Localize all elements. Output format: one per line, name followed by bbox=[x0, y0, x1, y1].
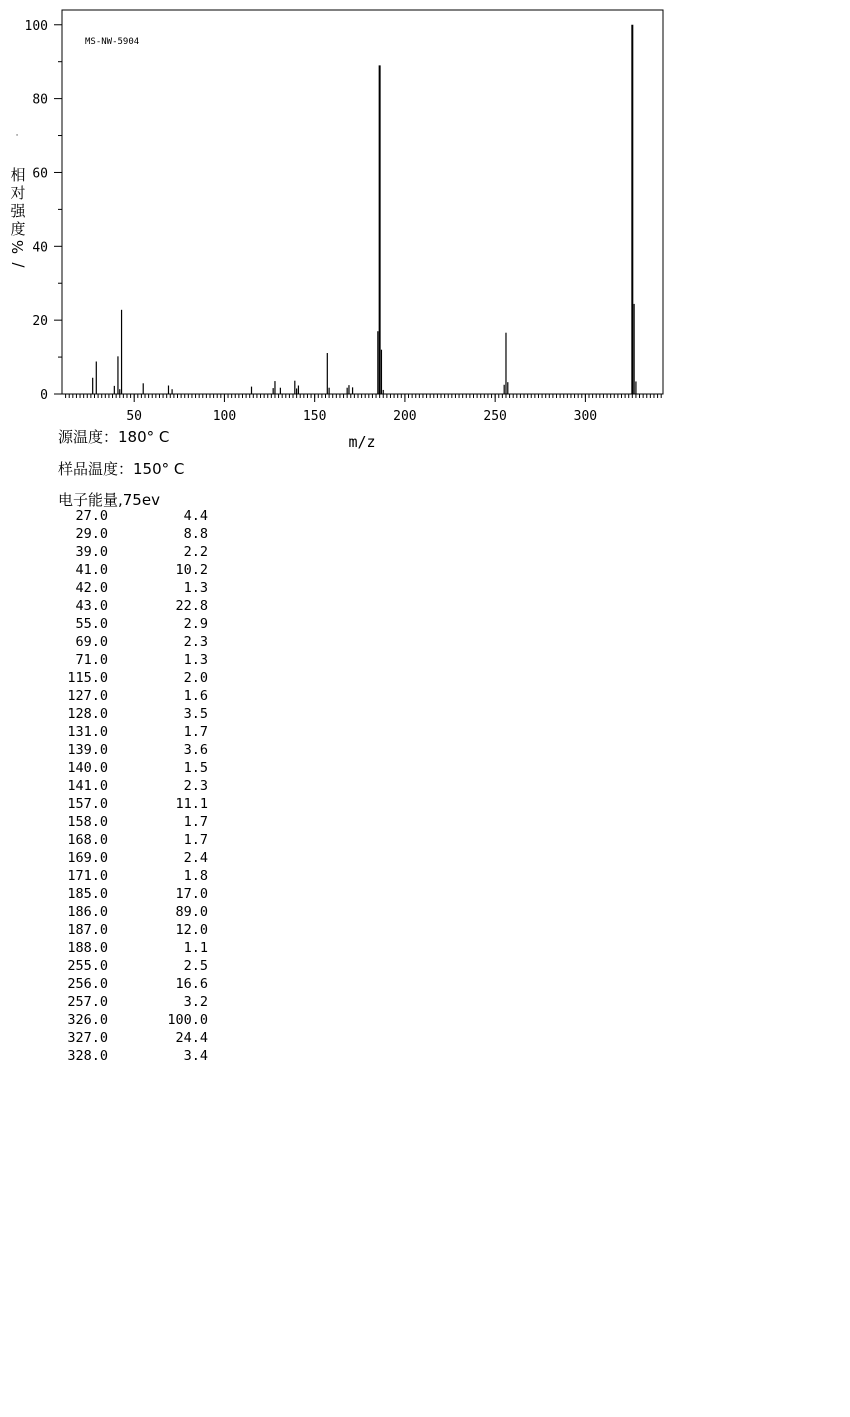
peak-row bbox=[58, 975, 208, 993]
y-label-char: 对 bbox=[10, 184, 26, 202]
peak-row bbox=[58, 633, 208, 651]
peak-row bbox=[58, 579, 208, 597]
peak-mz: 171.0 bbox=[67, 868, 108, 884]
peak-mz: 41.0 bbox=[75, 562, 108, 578]
peak-row bbox=[58, 1047, 208, 1065]
peak-mz: 131.0 bbox=[67, 724, 108, 740]
peak-mz: 141.0 bbox=[67, 778, 108, 794]
peak-row bbox=[58, 543, 208, 561]
y-label-char: % bbox=[9, 239, 27, 255]
peak-mz: 140.0 bbox=[67, 760, 108, 776]
peak-mz: 55.0 bbox=[75, 616, 108, 632]
peak-mz: 71.0 bbox=[75, 652, 108, 668]
peak-intensity: 1.5 bbox=[183, 760, 208, 776]
y-tick-label: 100 bbox=[24, 18, 48, 34]
chart-title: MS-NW-5904 bbox=[85, 37, 140, 47]
peak-mz: 127.0 bbox=[67, 688, 108, 704]
y-label-char: / bbox=[9, 262, 27, 268]
sample-temperature: 样品温度：150° C bbox=[58, 460, 185, 478]
peak-mz: 188.0 bbox=[67, 940, 108, 956]
peak-row bbox=[58, 525, 208, 543]
peak-row bbox=[58, 597, 208, 615]
peak-intensity: 1.7 bbox=[183, 814, 208, 830]
x-tick-label: 250 bbox=[483, 409, 507, 424]
peak-mz: 157.0 bbox=[67, 796, 108, 812]
x-axis-ticks bbox=[126, 394, 597, 424]
peak-row bbox=[58, 921, 208, 939]
mass-spectrum-chart bbox=[0, 0, 850, 460]
peak-intensity: 89.0 bbox=[175, 904, 208, 920]
peak-intensity: 1.7 bbox=[183, 724, 208, 740]
peak-intensity: 8.8 bbox=[183, 526, 208, 542]
x-tick-label: 100 bbox=[212, 409, 237, 424]
peak-mz: 187.0 bbox=[67, 922, 108, 938]
electron-energy: 电子能量,75ev bbox=[58, 491, 160, 509]
peak-row bbox=[58, 867, 208, 885]
peak-row bbox=[58, 957, 208, 975]
peak-intensity: 1.3 bbox=[183, 652, 208, 668]
peak-intensity: 3.4 bbox=[183, 1048, 208, 1064]
x-tick-label: 150 bbox=[302, 409, 327, 424]
peak-intensity: 100.0 bbox=[167, 1012, 208, 1028]
peak-row bbox=[58, 1029, 208, 1047]
peak-mz: 327.0 bbox=[67, 1030, 108, 1046]
peak-row bbox=[58, 687, 208, 705]
peak-row bbox=[58, 777, 208, 795]
peak-mz: 69.0 bbox=[75, 634, 108, 650]
y-axis-label bbox=[9, 166, 27, 268]
peak-mz: 326.0 bbox=[67, 1012, 108, 1028]
peak-row bbox=[58, 849, 208, 867]
peak-row bbox=[58, 705, 208, 723]
peak-intensity: 3.6 bbox=[183, 742, 208, 758]
peak-intensity: 11.1 bbox=[175, 796, 208, 812]
peak-row bbox=[58, 903, 208, 921]
peak-intensity: 22.8 bbox=[175, 598, 208, 614]
peak-row bbox=[58, 993, 208, 1011]
x-tick-label: 50 bbox=[126, 409, 143, 424]
peak-mz: 43.0 bbox=[75, 598, 108, 614]
peak-intensity: 2.9 bbox=[183, 616, 208, 632]
peak-mz: 42.0 bbox=[75, 580, 108, 596]
peak-intensity: 2.0 bbox=[183, 670, 208, 686]
peak-mz: 255.0 bbox=[67, 958, 108, 974]
peak-intensity: 2.3 bbox=[183, 778, 208, 794]
peak-row bbox=[58, 561, 208, 579]
spectrum-peaks bbox=[93, 25, 636, 394]
peak-table bbox=[58, 507, 208, 1065]
peak-intensity: 4.4 bbox=[183, 508, 208, 524]
y-tick-label: 20 bbox=[32, 314, 48, 330]
peak-row bbox=[58, 651, 208, 669]
source-temperature: 源温度：180° C bbox=[58, 428, 170, 446]
peak-mz: 168.0 bbox=[67, 832, 108, 848]
peak-intensity: 24.4 bbox=[175, 1030, 208, 1046]
x-minor-ticks bbox=[66, 394, 662, 398]
peak-row bbox=[58, 741, 208, 759]
peak-mz: 256.0 bbox=[67, 976, 108, 992]
peak-intensity: 2.4 bbox=[183, 850, 208, 866]
peak-mz: 128.0 bbox=[67, 706, 108, 722]
peak-intensity: 1.6 bbox=[183, 688, 208, 704]
peak-intensity: 17.0 bbox=[175, 886, 208, 902]
peak-intensity: 2.2 bbox=[183, 544, 208, 560]
peak-mz: 158.0 bbox=[67, 814, 108, 830]
peak-row bbox=[58, 615, 208, 633]
y-minor-ticks bbox=[58, 62, 62, 357]
y-tick-label: 0 bbox=[40, 388, 48, 403]
peak-mz: 185.0 bbox=[67, 886, 108, 902]
peak-row bbox=[58, 885, 208, 903]
peak-mz: 328.0 bbox=[67, 1048, 108, 1064]
peak-intensity: 2.5 bbox=[183, 958, 208, 974]
peak-row bbox=[58, 1011, 208, 1029]
peak-intensity: 1.1 bbox=[183, 940, 208, 956]
peak-mz: 186.0 bbox=[67, 904, 108, 920]
y-axis-ticks bbox=[25, 19, 62, 403]
y-axis-marker: · bbox=[15, 131, 19, 141]
y-label-char: 度 bbox=[10, 220, 26, 238]
peak-row bbox=[58, 939, 208, 957]
peak-intensity: 1.7 bbox=[183, 832, 208, 848]
peak-row bbox=[58, 795, 208, 813]
peak-row bbox=[58, 723, 208, 741]
peak-row bbox=[58, 507, 208, 525]
peak-intensity: 16.6 bbox=[175, 976, 208, 992]
y-tick-label: 80 bbox=[32, 92, 48, 108]
x-tick-label: 200 bbox=[393, 409, 417, 424]
y-tick-label: 40 bbox=[32, 240, 48, 256]
peak-row bbox=[58, 813, 208, 831]
y-label-char: 强 bbox=[10, 202, 26, 220]
peak-mz: 257.0 bbox=[67, 994, 108, 1010]
x-axis-label: m/z bbox=[348, 433, 376, 451]
peak-mz: 115.0 bbox=[67, 670, 108, 686]
peak-intensity: 2.3 bbox=[183, 634, 208, 650]
peak-intensity: 3.2 bbox=[183, 994, 208, 1010]
peak-intensity: 3.5 bbox=[183, 706, 208, 722]
peak-mz: 29.0 bbox=[75, 526, 108, 542]
peak-mz: 139.0 bbox=[67, 742, 108, 758]
peak-intensity: 1.8 bbox=[183, 868, 208, 884]
x-tick-label: 300 bbox=[573, 409, 598, 424]
plot-frame bbox=[62, 10, 663, 394]
peak-row bbox=[58, 831, 208, 849]
peak-row bbox=[58, 759, 208, 777]
peak-mz: 169.0 bbox=[67, 850, 108, 866]
peak-intensity: 12.0 bbox=[175, 922, 208, 938]
peak-mz: 39.0 bbox=[75, 544, 108, 560]
peak-intensity: 1.3 bbox=[183, 580, 208, 596]
peak-intensity: 10.2 bbox=[175, 562, 208, 578]
y-tick-label: 60 bbox=[32, 166, 48, 182]
y-label-char: 相 bbox=[10, 166, 26, 184]
peak-row bbox=[58, 669, 208, 687]
peak-mz: 27.0 bbox=[75, 508, 108, 524]
